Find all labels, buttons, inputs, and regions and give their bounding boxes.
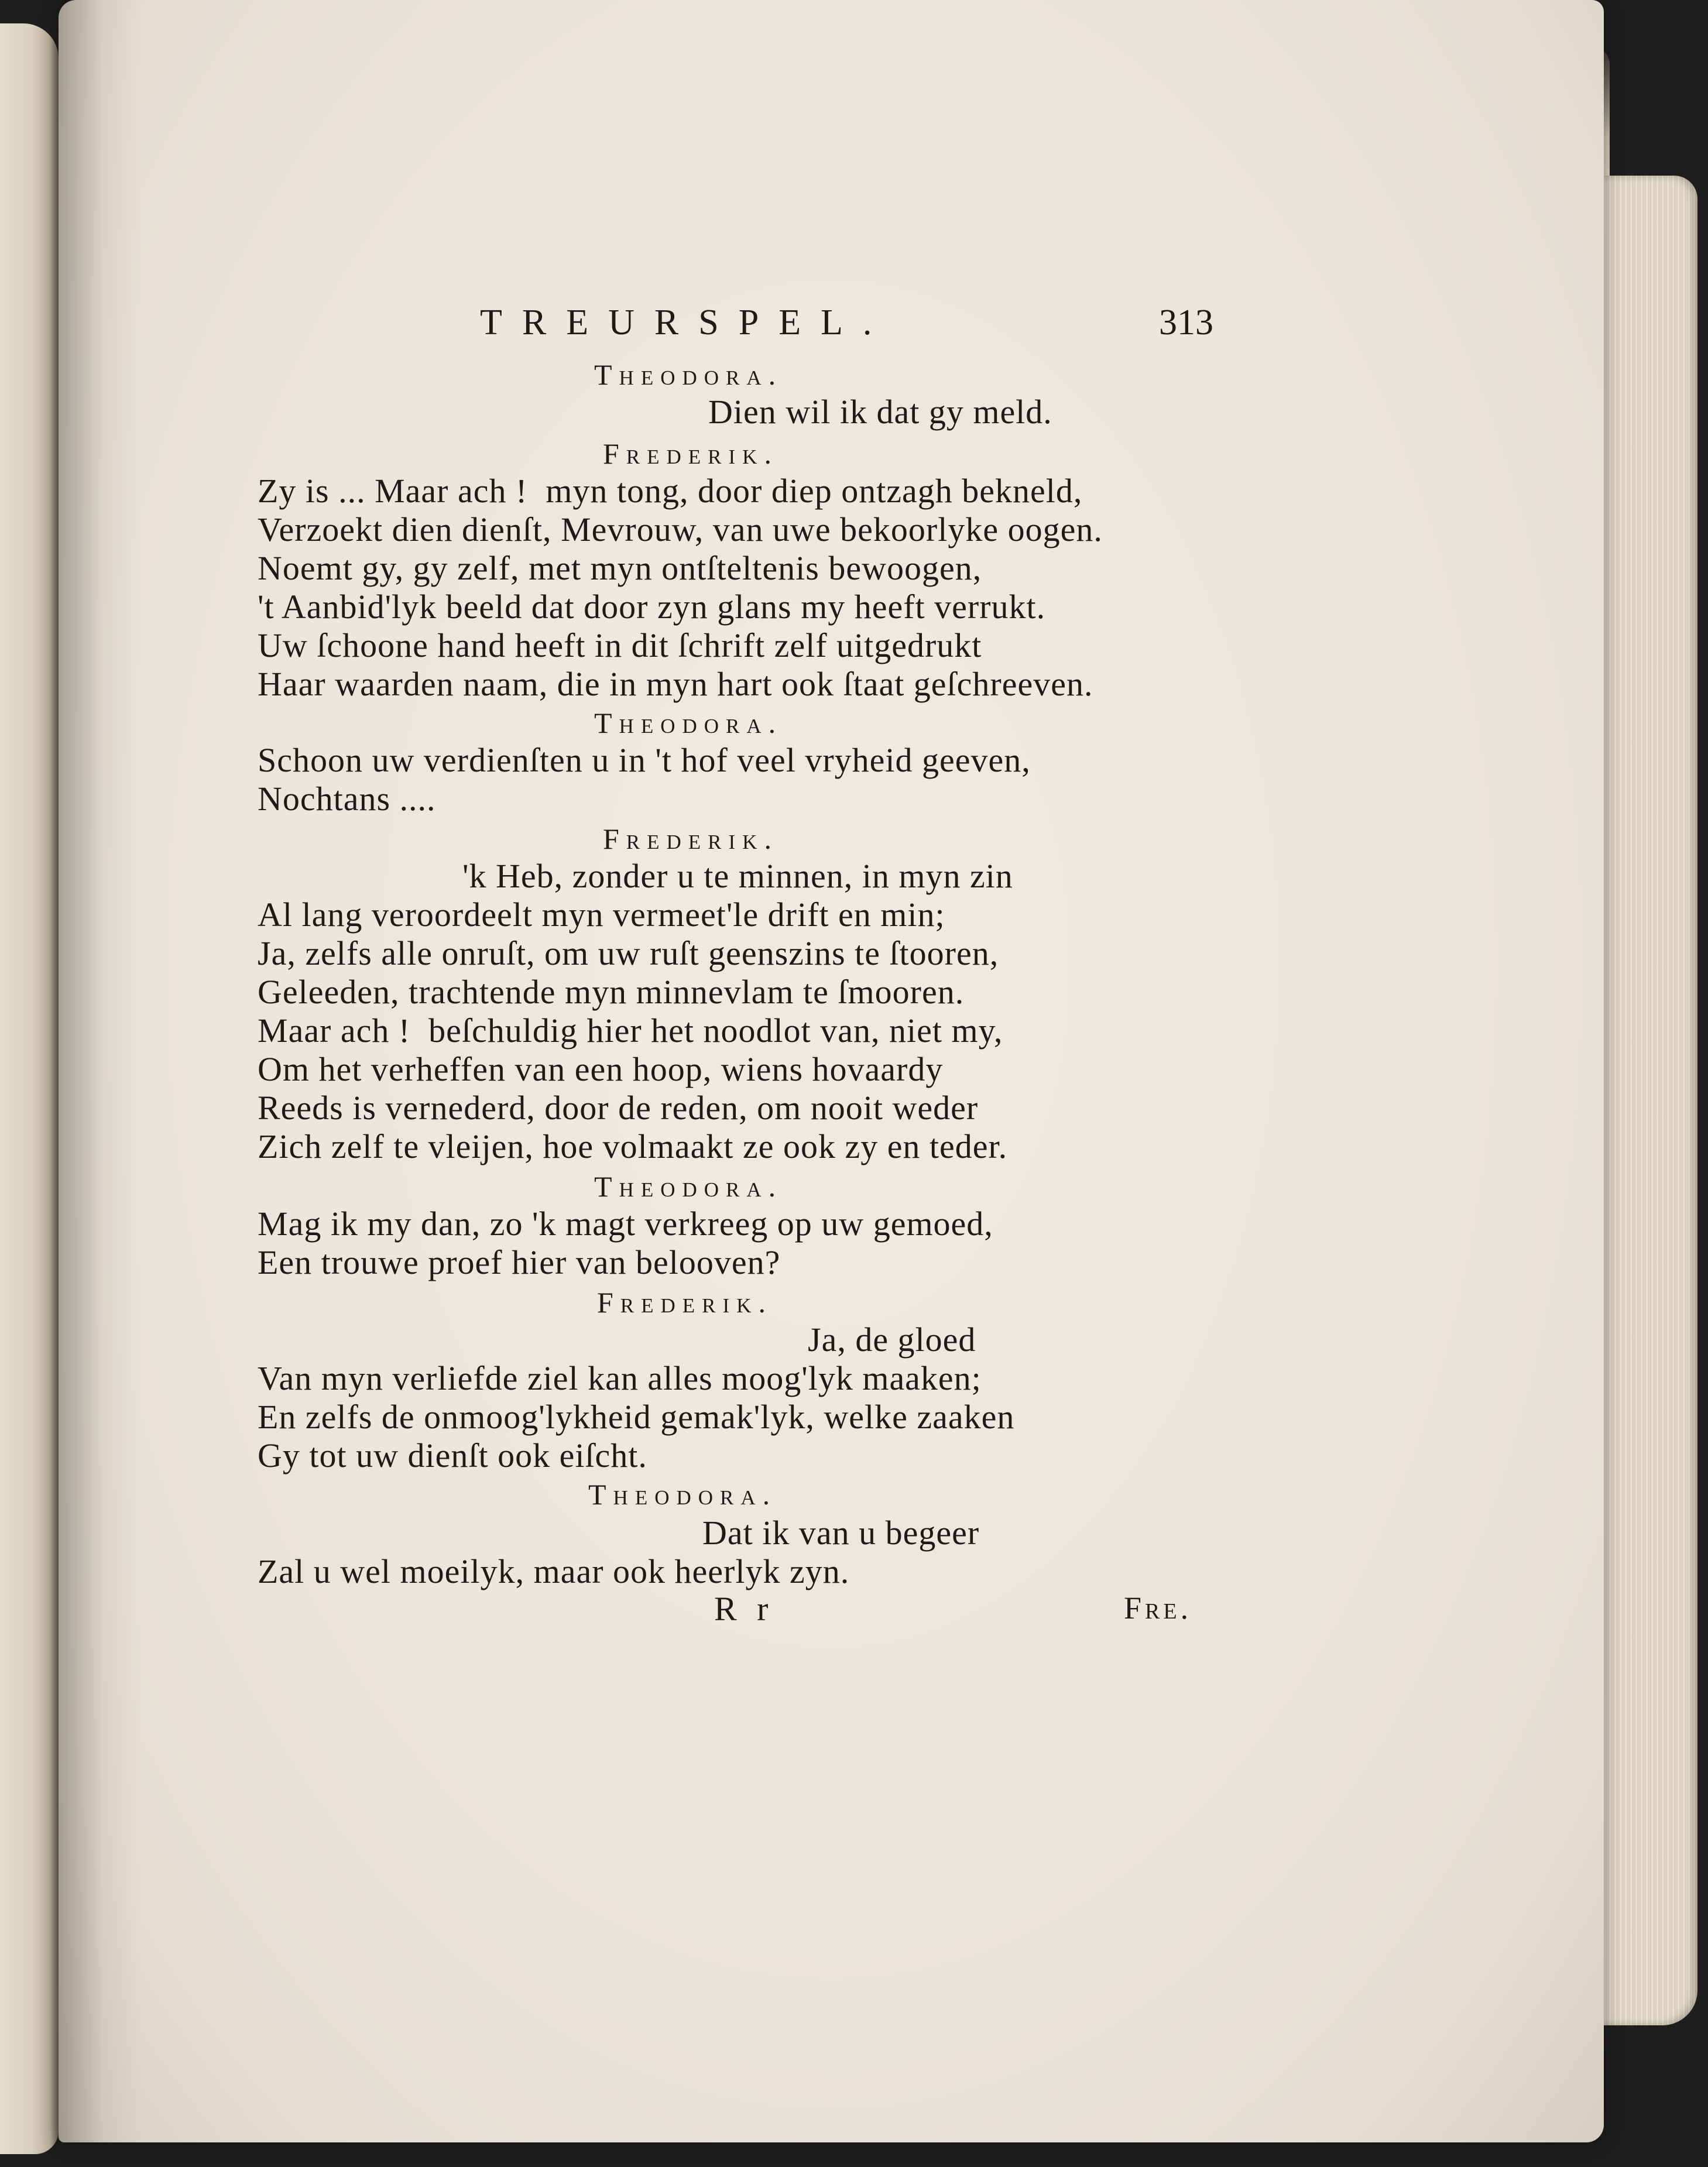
verse-line: Haar waarden naam, die in myn hart ook ſtaat geſchreeven. [258,665,1093,703]
verse-line: Gy tot uw dienſt ook eiſcht. [258,1436,647,1475]
verse-line: Een trouwe proef hier van belooven? [258,1243,781,1281]
speaker-name: Frederik. [603,822,778,855]
book-page [59,0,1604,2142]
verse-line: Om het verheffen van een hoop, wiens hovaardy [258,1050,944,1088]
verse-line: Noemt gy, gy zelf, met myn ontſteltenis bewoogen, [258,549,982,587]
page-number: 313 [1159,303,1213,342]
speaker-name: Theodora. [594,1170,783,1203]
left-page-edge [0,23,59,2154]
verse-line: Nochtans .... [258,780,436,818]
verse-line: 't Aanbid'lyk beeld dat door zyn glans my heeft verrukt. [258,588,1046,626]
verse-line: Dien wil ik dat gy meld. [708,393,1052,431]
running-head-title: TREURSPEL. [480,303,892,342]
verse-line: Mag ik my dan, zo 'k magt verkreeg op uw gemoed, [258,1205,993,1243]
catchword: Fre. [1124,1590,1192,1626]
verse-line: Ja, zelfs alle onruſt, om uw ruſt geenszins te ſtooren, [258,934,999,972]
verse-line: Zy is ... Maar ach ! myn tong, door diep ontzagh bekneld, [258,472,1083,510]
verse-line: Zal u wel moeilyk, maar ook heerlyk zyn. [258,1552,850,1590]
verse-line: En zelfs de onmoog'lykheid gemak'lyk, welke zaaken [258,1398,1015,1436]
verse-line: Reeds is vernederd, door de reden, om nooit weder [258,1089,979,1127]
gutter-shadow [59,0,140,2142]
verse-line: Verzoekt dien dienſt, Mevrouw, van uwe bekoorlyke oogen. [258,510,1103,548]
speaker-name: Frederik. [603,437,778,470]
speaker-name: Theodora. [594,358,783,391]
verse-line: Van myn verliefde ziel kan alles moog'lyk maaken; [258,1359,982,1397]
signature-mark: R r [714,1590,774,1628]
verse-line: Zich zelf te vleijen, hoe volmaakt ze ook zy en teder. [258,1127,1008,1165]
verse-line: Al lang veroordeelt myn vermeet'le drift en min; [258,896,945,934]
verse-line: Maar ach ! beſchuldig hier het noodlot van, niet my, [258,1012,1003,1050]
verse-line: Uw ſchoone hand heeft in dit ſchrift zelf uitgedrukt [258,626,982,664]
speaker-name: Theodora. [588,1478,777,1511]
verse-line: Geleeden, trachtende myn minnevlam te ſmooren. [258,973,965,1011]
verse-line: Dat ik van u begeer [702,1514,980,1552]
verse-line: 'k Heb, zonder u te minnen, in myn zin [462,857,1013,895]
verse-line: Ja, de gloed [808,1321,976,1359]
verse-line: Schoon uw verdienſten u in 't hof veel vryheid geeven, [258,741,1031,779]
speaker-name: Frederik. [597,1286,773,1319]
speaker-name: Theodora. [594,707,783,739]
